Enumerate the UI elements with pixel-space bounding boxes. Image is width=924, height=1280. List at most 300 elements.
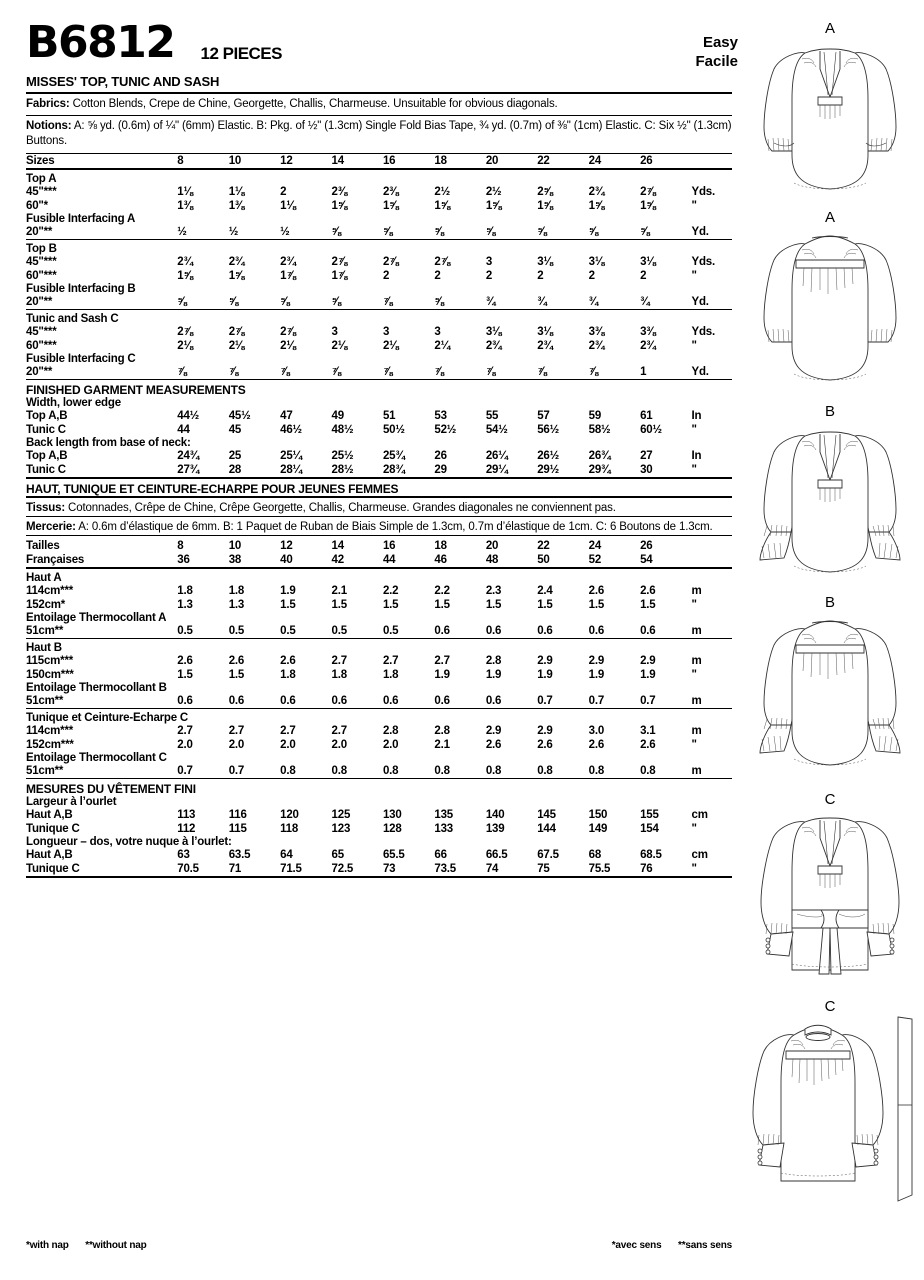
value-size-7: 26½ [537,449,560,462]
value-size-9: 60½ [640,423,662,436]
row-unit: m [691,654,702,667]
value-size-5: 53 [434,409,447,422]
value-size-7: 1⅝ [537,199,553,212]
table-row [26,764,732,779]
table-row [26,269,732,283]
top-a-back-icon [750,224,910,399]
row-unit: cm [691,808,708,821]
table-row [26,694,732,709]
value-size-7: ⅝ [537,225,547,238]
value-size-2: 120 [280,808,299,821]
row-unit: Yd. [691,365,709,378]
row-label: Top A,B [26,449,68,462]
value-size-7: 2.9 [537,724,553,737]
row-label: 60"*** [26,269,57,282]
value-size-3: 2.7 [331,724,347,737]
value-size-8: ¾ [588,295,599,308]
value-size-3: 2.7 [331,654,347,667]
top-b-front-icon [750,418,910,590]
value-size-4: 50½ [382,423,405,436]
value-size-2: 1⅛ [280,199,296,212]
figure-tunic-c-back [742,998,918,1208]
footer-left [26,1240,147,1251]
fabrics-text: Cotton Blends, Crepe de Chine, Georgette, Challis, Charmeuse. Unsuitable for obvious diagonals. [69,98,558,110]
value-size-8: ⅞ [588,365,599,378]
sizes-label: Sizes [26,154,55,167]
size-value-3: 14 [331,539,344,552]
value-size-1: 0.7 [228,764,245,777]
value-size-8: 26¾ [588,449,611,462]
value-size-5: 66 [434,848,447,861]
value-size-6: 2.6 [485,738,502,751]
value-size-4: 2.7 [382,654,399,667]
row-unit: " [691,738,697,751]
table-row [26,598,732,612]
value-size-5: 1.5 [434,598,450,611]
size-value-0: 8 [177,154,184,167]
value-size-6: 2.3 [485,584,502,597]
row-unit: " [691,423,697,436]
value-size-4: 128 [382,822,402,835]
value-size-8: 59 [588,409,602,422]
size-value-8: 52 [588,553,602,566]
value-size-1: 1.3 [228,598,245,611]
row-label: Haut A,B [26,848,73,861]
value-size-7: 2 [537,269,544,282]
value-size-8: 2¾ [588,339,605,352]
value-size-0: 44 [177,423,190,436]
row-unit: Yds. [691,255,715,268]
tissus-text: Cotonnades, Crêpe de Chine, Crêpe Georgette, Challis, Charmeuse. Grandes diagonales ne conviennent pas. [65,501,616,514]
value-size-7: ⅞ [537,365,547,378]
table-row [26,624,732,639]
value-size-5: 0.6 [434,624,450,637]
value-size-8: 3⅛ [588,255,605,268]
value-size-0: 113 [177,808,196,821]
table-row [26,243,732,255]
value-size-6: 0.6 [485,624,502,637]
value-size-5: 2.8 [434,724,450,737]
value-size-2: 2 [280,185,287,198]
size-value-9: 26 [640,154,653,167]
mercerie-text: A: 0.6m d’élastique de 6mm. B: 1 Paquet de Ruban de Biais Simple de 1.3cm, 0.7m d’élastique de 1cm. C: 6 Boutons de 1.3cm. [75,520,713,533]
table-row [26,712,732,724]
value-size-1: 2⅛ [228,339,245,352]
row-unit: Yd. [691,225,709,238]
size-value-1: 10 [228,154,242,167]
value-size-3: 0.6 [331,694,347,707]
value-size-8: 0.6 [588,624,605,637]
value-size-1: 1⅜ [228,199,245,212]
value-size-1: 0.6 [228,694,245,707]
value-size-2: ⅝ [280,295,290,308]
without-nap-note-en: **without nap [85,1240,147,1251]
figure-letter: A [824,209,835,226]
size-value-6: 48 [485,553,499,566]
value-size-9: 155 [640,808,659,821]
value-size-3: ⅝ [331,295,341,308]
table-row [26,295,732,310]
value-size-0: 1.3 [177,598,193,611]
value-size-1: 0.5 [228,624,245,637]
value-size-5: 2.1 [434,738,450,751]
row-label: 60"*** [26,339,57,352]
value-size-3: 123 [331,822,351,835]
row-label: 150cm*** [26,668,74,681]
table-row [26,668,732,682]
value-size-7: 144 [537,822,556,835]
fr-group-title-0: Haut A [26,571,62,584]
value-size-6: 29¼ [485,463,508,476]
value-size-4: 73 [382,862,396,875]
value-size-9: 2.6 [640,584,656,597]
value-size-8: 3.0 [588,724,605,737]
fr-group-title-2: Haut B [26,641,62,654]
value-size-9: 2¾ [640,339,656,352]
value-size-2: 2.7 [280,724,296,737]
value-size-1: 71 [228,862,242,875]
value-size-4: 1.8 [382,668,399,681]
value-size-2: 1.8 [280,668,296,681]
value-size-6: 2¾ [485,339,502,352]
value-size-5: 26 [434,449,447,462]
unit-cell [692,553,733,568]
value-size-7: 0.8 [537,764,553,777]
value-size-4: 2⅛ [382,339,399,352]
value-size-0: 1⅜ [177,199,193,212]
value-size-5: 2⅞ [434,255,450,268]
value-size-0: 2.6 [177,654,193,667]
value-size-6: 2.8 [485,654,502,667]
row-unit: Yds. [691,325,715,338]
value-size-1: 1.8 [228,584,245,597]
value-size-9: 2.9 [640,654,656,667]
divider [26,877,732,881]
footer-right [612,1240,732,1251]
value-size-3: 49 [331,409,344,422]
sash-piece-icon [898,1017,912,1201]
value-size-1: ½ [228,225,239,238]
table-row [26,682,732,694]
size-value-8: 24 [588,154,602,167]
value-size-7: 2¾ [537,339,553,352]
value-size-3: 3 [331,325,338,338]
size-value-9: 26 [640,539,653,552]
pattern-number: B6812 [26,17,175,68]
value-size-4: 65.5 [382,848,405,861]
value-size-1: 2.7 [228,724,245,737]
size-value-5: 46 [434,553,447,566]
value-size-0: 0.6 [177,694,193,707]
size-value-1: 38 [228,553,242,566]
finished-measurements-title: FINISHED GARMENT MEASUREMENTS [26,382,246,397]
mercerie-label: Mercerie: [26,520,76,533]
table-row [26,520,732,536]
group-title-1: Fusible Interfacing A [26,212,136,225]
fgm-subhead-width: Width, lower edge [26,396,121,409]
row-unit: m [691,584,702,597]
value-size-3: 1⅞ [331,269,348,282]
size-value-3: 14 [331,154,344,167]
row-label: 45"*** [26,325,57,338]
value-size-2: 71.5 [280,862,302,875]
figure-tunic-c-front [742,791,918,996]
value-size-2: 1.5 [280,598,296,611]
value-size-8: 3⅜ [588,325,605,338]
value-size-7: 2.4 [537,584,553,597]
value-size-0: 1⅛ [177,185,193,198]
value-size-0: 2⅛ [177,339,193,352]
table-row [26,325,732,339]
nap-note-fr: *avec sens [611,1240,662,1251]
value-size-0: 2.7 [177,724,193,737]
value-size-9: 0.6 [640,624,656,637]
value-size-4: 1⅝ [382,199,399,212]
value-size-7: 56½ [537,423,560,436]
value-size-3: 28½ [331,463,354,476]
value-size-8: 2.6 [588,584,605,597]
value-size-5: 3 [434,325,441,338]
size-value-6: 20 [485,154,499,167]
value-size-8: 1.5 [588,598,605,611]
value-size-6: 54½ [485,423,508,436]
value-size-8: 58½ [588,423,611,436]
value-size-3: ⅞ [331,365,341,378]
figure-top-b-front [742,403,918,590]
value-size-4: 3 [382,325,390,338]
value-size-3: ⅝ [331,225,341,238]
fr-group-title-3: Entoilage Thermocollant B [26,681,167,694]
value-size-3: 2⅜ [331,185,348,198]
francaises-label: Françaises [26,553,85,566]
value-size-1: 25 [228,449,242,462]
value-size-5: 29 [434,463,447,476]
group-title-2: Top B [26,242,57,255]
value-size-7: 29½ [537,463,560,476]
figure-letter: C [824,791,836,808]
value-size-2: 0.5 [280,624,296,637]
group-title-0: Top A [26,172,57,185]
row-label: Tunic C [26,423,66,436]
table-row [26,482,732,497]
value-size-7: 2⅝ [537,185,553,198]
value-size-8: 29¾ [588,463,611,476]
value-size-0: 63 [177,848,190,861]
value-size-5: 1⅝ [434,199,450,212]
size-value-8: 24 [588,539,602,552]
size-value-6: 20 [485,539,499,552]
value-size-5: 133 [434,822,453,835]
table-row [26,539,732,553]
table-row [26,463,732,478]
value-size-6: 3 [485,255,493,268]
value-size-6: 0.8 [485,764,502,777]
row-unit: cm [691,848,708,861]
value-size-9: 0.7 [640,694,656,707]
value-size-4: 2⅞ [382,255,399,268]
row-unit: In [691,449,702,462]
value-size-8: 2 [588,269,595,282]
value-size-3: 2.0 [331,738,347,751]
value-size-3: 1.5 [331,598,347,611]
fr-fgm-subhead-backlength: Longueur – dos, votre nuque à l’ourlet: [26,835,232,848]
value-size-4: 2.8 [382,724,399,737]
value-size-3: 2⅛ [331,339,348,352]
row-label: 114cm*** [26,724,73,737]
difficulty-en: Easy [702,34,738,51]
value-size-1: 45 [228,423,242,436]
table-row [26,796,732,808]
value-size-3: 25½ [331,449,354,462]
row-label: Tunique C [26,862,80,875]
value-size-6: ⅞ [485,365,496,378]
notions-label: Notions: [26,120,72,133]
value-size-5: 135 [434,808,453,821]
difficulty-badge [695,34,738,72]
value-size-2: 0.6 [280,694,296,707]
value-size-7: 2.9 [537,654,553,667]
table-row [26,449,732,463]
french-title: HAUT, TUNIQUE ET CEINTURE-ECHARPE POUR JEUNES FEMMES [26,481,399,496]
tunic-c-front-icon [747,806,913,996]
value-size-9: 1.5 [640,598,656,611]
value-size-0: 1⅝ [177,269,193,282]
tailles-label: Tailles [26,539,60,552]
size-value-1: 10 [228,539,242,552]
value-size-4: 2.0 [382,738,399,751]
row-label: 60"* [26,199,48,212]
figure-letter: B [824,594,835,611]
table-row [26,225,732,240]
size-value-3: 42 [331,553,344,566]
value-size-1: 115 [228,822,247,835]
value-size-3: 65 [331,848,344,861]
table-row [26,553,732,568]
value-size-7: 0.6 [537,624,553,637]
value-size-9: 1 [640,365,647,378]
table-row [26,642,732,654]
value-size-9: 0.8 [640,764,656,777]
without-nap-note-fr: **sans sens [678,1240,732,1251]
row-unit: Yd. [691,295,709,308]
figure-top-a-front [742,20,918,205]
value-size-7: 3⅛ [537,325,553,338]
value-size-6: 140 [485,808,505,821]
tunic-c-back-icon [742,1013,918,1208]
footer-notes [26,1240,732,1251]
group-title-4: Tunic and Sash C [26,312,119,325]
row-unit: " [691,463,697,476]
row-unit: " [691,269,697,282]
value-size-2: 2.6 [280,654,296,667]
size-value-5: 18 [434,154,447,167]
mercerie-line [26,520,732,536]
value-size-8: 2.9 [588,654,605,667]
figure-letter: A [824,20,835,37]
size-value-5: 18 [434,539,447,552]
value-size-5: 2¼ [434,339,450,352]
value-size-1: 1⅝ [228,269,245,282]
value-size-5: 1.9 [434,668,450,681]
value-size-1: 2.6 [228,654,245,667]
value-size-9: 3.1 [640,724,656,737]
value-size-5: ⅝ [434,225,444,238]
figure-top-a-back [742,209,918,399]
value-size-9: 2 [640,269,647,282]
value-size-2: 1⅞ [280,269,296,282]
size-value-0: 8 [177,539,184,552]
row-label: 45"*** [26,185,57,198]
value-size-2: 0.8 [280,764,296,777]
value-size-3: 125 [331,808,351,821]
row-unit: m [691,694,702,707]
value-size-9: ¾ [640,295,650,308]
size-value-4: 16 [382,539,396,552]
difficulty-fr: Facile [695,52,738,70]
row-label: 20"** [26,295,53,308]
value-size-9: 30 [640,463,653,476]
row-label: 152cm* [26,598,66,611]
header-row [26,17,738,70]
value-size-6: 66.5 [485,848,508,861]
value-size-5: 0.6 [434,694,450,707]
value-size-6: 0.6 [485,694,502,707]
value-size-8: 1.9 [588,668,605,681]
value-size-3: 1⅝ [331,199,348,212]
value-size-1: ⅞ [228,365,239,378]
row-unit: " [691,598,697,611]
fr-fgm-subhead-width: Largeur à l’ourlet [26,795,117,808]
illustrations-column [742,20,918,1208]
value-size-9: 27 [640,449,653,462]
value-size-1: 1.5 [228,668,245,681]
row-label: Haut A,B [26,808,73,821]
table-row [26,501,732,517]
value-size-4: ⅝ [382,225,393,238]
value-size-1: ⅝ [228,295,239,308]
value-size-2: 2¾ [280,255,296,268]
value-size-6: 74 [485,862,499,875]
divider [26,115,732,116]
value-size-5: 0.8 [434,764,450,777]
value-size-4: 0.8 [382,764,399,777]
value-size-0: 44½ [177,409,200,422]
table-row [26,584,732,598]
size-value-0: 36 [177,553,190,566]
table-row [26,437,732,449]
tissus-label: Tissus: [26,501,66,514]
size-value-7: 50 [537,553,550,566]
table-row [26,782,732,796]
value-size-8: 75.5 [588,862,611,875]
size-value-4: 44 [382,553,396,566]
value-size-2: 47 [280,409,293,422]
value-size-8: 149 [588,822,608,835]
size-value-2: 12 [280,539,293,552]
table-row [26,365,732,380]
value-size-6: 2.9 [485,724,502,737]
row-unit: In [691,409,702,422]
group-title-5: Fusible Interfacing C [26,352,136,365]
value-size-2: 28¼ [280,463,302,476]
value-size-2: 2⅞ [280,325,296,338]
value-size-6: 139 [485,822,505,835]
fr-group-title-4: Tunique et Ceinture-Echarpe C [26,711,189,724]
table-row [26,423,732,437]
value-size-0: 0.5 [177,624,193,637]
value-size-1: 116 [228,808,247,821]
value-size-9: 2.6 [640,738,656,751]
